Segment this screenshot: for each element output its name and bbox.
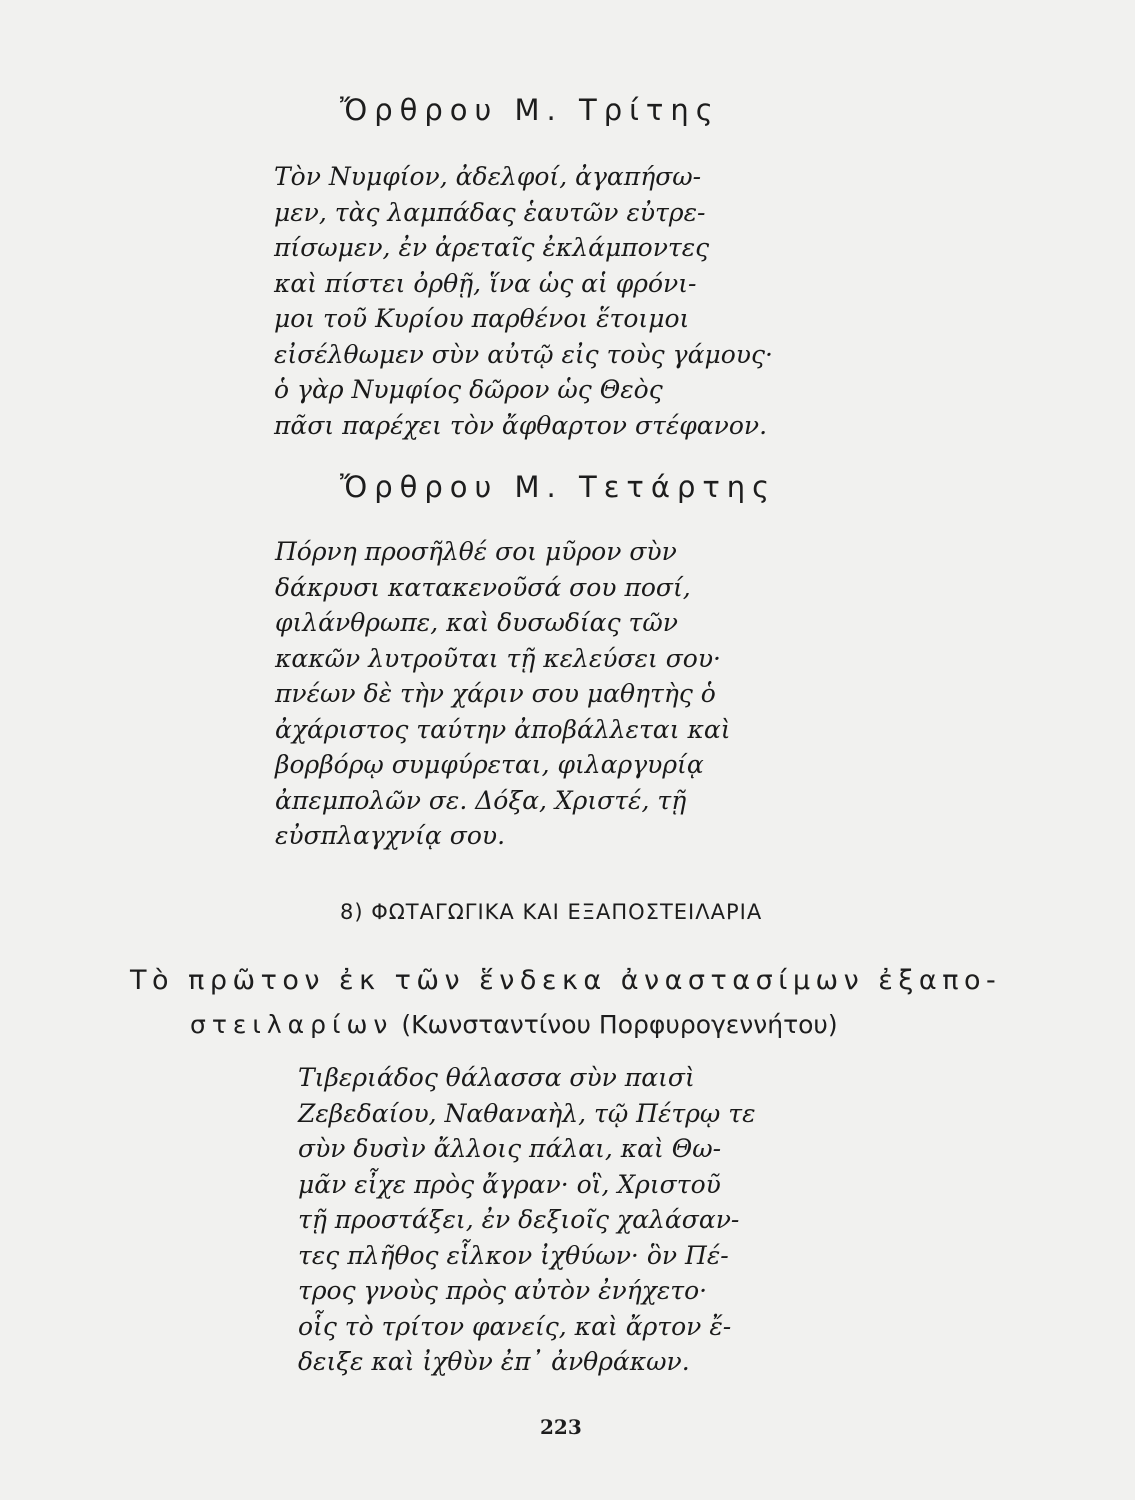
verse-line: βορβόρῳ συμφύρεται, φιλαργυρίᾳ xyxy=(275,750,704,779)
verse-line: κακῶν λυτροῦται τῇ κελεύσει σου· xyxy=(275,643,721,673)
verse-line: πίσωμεν, ἐν ἀρεταῖς ἐκλάμποντες xyxy=(274,233,710,262)
verse-line: ὁ γὰρ Νυμφίος δῶρον ὡς Θεὸς xyxy=(274,375,663,404)
heading-orthros-great-wednesday: Ὄρθρου Μ. Τετάρτης xyxy=(340,470,777,504)
verse-line: τες πλῆθος εἷλκον ἰχθύων· ὃν Πέ- xyxy=(298,1240,729,1270)
verse-line: Πόρνη προσῆλθέ σοι μῦρον σὺν xyxy=(275,537,677,566)
verse-line: εὐσπλαγχνίᾳ σου. xyxy=(275,821,506,850)
verse-line: σὺν δυσὶν ἄλλοις πάλαι, καὶ Θω- xyxy=(298,1134,722,1163)
verse-line: πᾶσι παρέχει τὸν ἄφθαρτον στέφανον. xyxy=(274,410,768,440)
heading-first-exaposteilarion-line-1: Τὸ πρῶτον ἐκ τῶν ἕνδεκα ἀναστασίμων ἐξαπο- xyxy=(130,965,1002,996)
verse-line: δάκρυσι κατακενοῦσά σου ποσί, xyxy=(275,572,691,602)
verse-line: καὶ πίστει ὀρθῇ, ἵνα ὡς αἱ φρόνι- xyxy=(274,268,697,298)
verse-line: πνέων δὲ τὴν χάριν σου μαθητὴς ὁ xyxy=(275,679,716,708)
page-number: 223 xyxy=(540,1415,582,1439)
verse-line: μοι τοῦ Κυρίου παρθένοι ἕτοιμοι xyxy=(274,304,690,333)
verse-line: Τιβεριάδος θάλασσα σὺν παισὶ xyxy=(298,1063,695,1092)
heading-author-attribution: (Κωνσταντίνου Πορφυρογεννήτου) xyxy=(401,1010,838,1039)
verse-line: δειξε καὶ ἰχθὺν ἐπ᾽ ἀνθράκων. xyxy=(298,1347,690,1376)
verse-line: ἀπεμπολῶν σε. Δόξα, Χριστέ, τῇ xyxy=(275,785,687,815)
verse-line: Τὸν Νυμφίον, ἀδελφοί, ἀγαπήσω- xyxy=(274,162,702,191)
section-label-photagogika: 8) ΦΩΤΑΓΩΓΙΚΑ ΚΑΙ ΕΞΑΠΟΣΤΕΙΛΑΡΙΑ xyxy=(340,900,763,924)
verse-line: εἰσέλθωμεν σὺν αὐτῷ εἰς τοὺς γάμους· xyxy=(274,339,773,369)
verse-tiberias xyxy=(298,1060,756,1380)
heading-exaposteilarion-word: στειλαρίων xyxy=(190,1010,394,1039)
heading-first-exaposteilarion-line-2 xyxy=(190,1010,838,1039)
verse-line: μᾶν εἶχε πρὸς ἄγραν· οἳ, Χριστοῦ xyxy=(298,1169,721,1199)
verse-line: ἀχάριστος ταύτην ἀποβάλλεται καὶ xyxy=(275,714,731,744)
verse-harlot xyxy=(275,534,731,854)
verse-bridegroom xyxy=(274,159,773,443)
verse-line: φιλάνθρωπε, καὶ δυσωδίας τῶν xyxy=(275,608,678,637)
verse-line: τρος γνοὺς πρὸς αὐτὸν ἐνήχετο· xyxy=(298,1276,708,1305)
heading-orthros-great-tuesday: Ὄρθρου Μ. Τρίτης xyxy=(340,93,720,127)
verse-line: τῇ προστάξει, ἐν δεξιοῖς χαλάσαν- xyxy=(298,1205,740,1234)
verse-line: οἷς τὸ τρίτον φανείς, καὶ ἄρτον ἔ- xyxy=(298,1311,732,1341)
verse-line: Ζεβεδαίου, Ναθαναὴλ, τῷ Πέτρῳ τε xyxy=(298,1098,756,1128)
verse-line: μεν, τὰς λαμπάδας ἑαυτῶν εὐτρε- xyxy=(274,197,706,227)
